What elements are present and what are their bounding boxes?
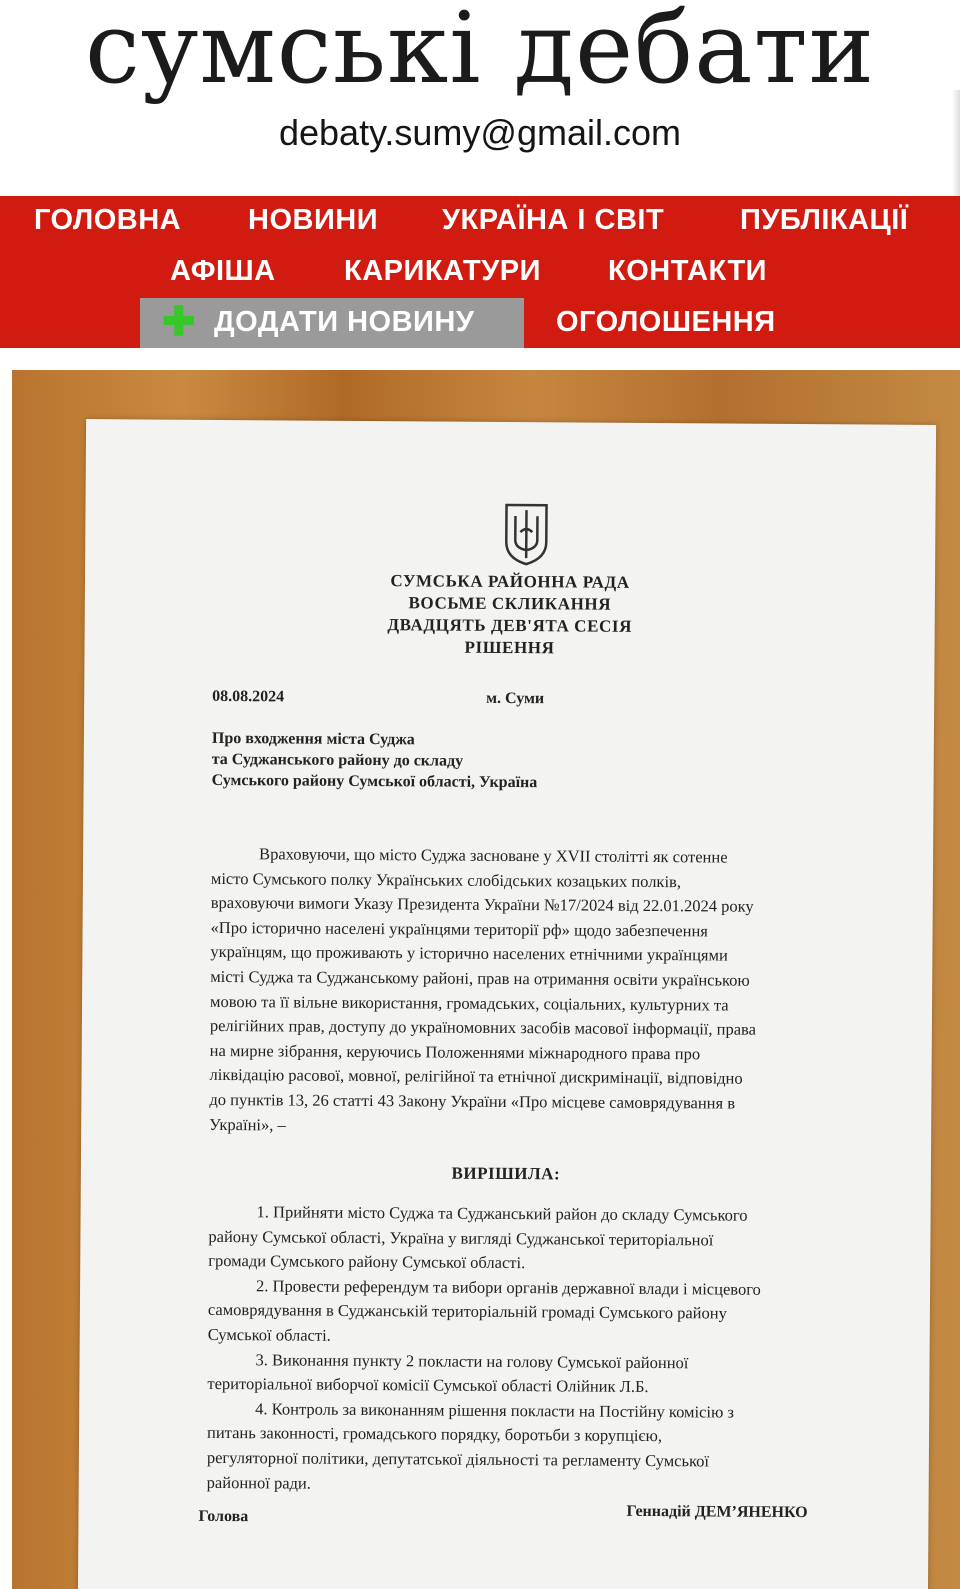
doc-line: мовою та її вільне використання, громадських, соціальних, культурних та — [210, 991, 729, 1015]
doc-line: релігійних прав, доступу до україномовних засобів масової інформації, права — [209, 1016, 757, 1039]
doc-line: «Про історично населені українцями території рф» щодо забезпечення — [210, 917, 708, 941]
add-news-button[interactable] — [140, 298, 524, 348]
document-paper — [78, 419, 936, 1589]
add-news-label: ДОДАТИ НОВИНУ — [214, 306, 475, 338]
doc-line: до пунктів 13, 26 статті 43 Закону України «Про місцеве самоврядування в — [209, 1089, 736, 1113]
doc-line: територіальної виборчої комісії Сумської області Олійник Л.Б. — [207, 1374, 649, 1397]
doc-line: 2. Провести референдум та вибори органів державної влади і місцевого — [256, 1276, 761, 1299]
doc-subject-line: Про входження міста Суджа — [211, 729, 415, 749]
masthead — [0, 0, 960, 196]
doc-line: враховуючи вимоги Указу Президента України №17/2024 від 22.01.2024 року — [210, 893, 754, 916]
nav-item-events[interactable]: АФІША — [170, 255, 276, 287]
doc-signature-role: Голова — [198, 1507, 249, 1526]
doc-header-council: СУМСЬКА РАЙОННА РАДА — [390, 571, 630, 592]
doc-line: Україні», – — [209, 1114, 286, 1134]
doc-signature-name: Геннадій ДЕМ’ЯНЕНКО — [626, 1502, 808, 1522]
nav-item-ukraine-world[interactable]: УКРАЇНА І СВІТ — [442, 204, 665, 236]
doc-line: Сумської області. — [207, 1324, 331, 1345]
doc-header-decision: РІШЕННЯ — [464, 637, 555, 658]
nav-item-caricatures[interactable]: КАРИКАТУРИ — [344, 255, 541, 287]
doc-subject-line: Сумського району Сумської області, Україна — [211, 771, 538, 792]
doc-line: ліквідацію расової, мовної, релігійної та етнічної дискримінації, відповідно — [209, 1065, 743, 1088]
doc-line: районної ради. — [206, 1472, 311, 1493]
doc-preamble — [209, 842, 851, 1142]
nav-item-news[interactable]: НОВИНИ — [248, 204, 379, 236]
doc-line: 3. Виконання пункту 2 покласти на голову Сумської районної — [255, 1349, 689, 1372]
doc-line: самоврядування в Суджанській територіальній громаді Сумського району — [207, 1300, 727, 1323]
spacer — [0, 348, 960, 370]
doc-date: 08.08.2024 — [212, 687, 285, 706]
doc-subject-line: та Суджанського району до складу — [211, 750, 464, 770]
scroll-edge — [952, 90, 960, 200]
doc-subject — [212, 728, 538, 793]
doc-line: місті Суджа та Суджанському районі, прав на отримання освіти українською — [210, 966, 750, 990]
doc-line: 1. Прийняти місто Суджа та Суджанський район до складу Сумського — [256, 1202, 748, 1225]
doc-resolved: ВИРІШИЛА: — [451, 1163, 561, 1184]
trident-crest-icon — [503, 502, 549, 566]
doc-line: регуляторної політики, депутатської діяльності та регламенту Сумської — [206, 1447, 710, 1471]
site-title[interactable]: сумські дебати — [84, 0, 876, 106]
doc-line: 4. Контроль за виконанням рішення покласти на Постійну комісію з — [255, 1399, 735, 1422]
doc-city: м. Суми — [486, 689, 545, 708]
doc-line: місто Сумського полку Українських слобідських козацьких полків, — [210, 868, 682, 891]
doc-line: українцям, що проживають у історично населених етнічними українцями — [210, 942, 728, 965]
doc-line: району Сумської області, Україна у вигляді Суджанської територіальної — [208, 1226, 714, 1250]
nav-item-announcements[interactable]: ОГОЛОШЕННЯ — [556, 306, 776, 338]
site-email[interactable]: debaty.sumy@gmail.com — [278, 112, 681, 153]
doc-header-convocation: ВОСЬМЕ СКЛИКАННЯ — [408, 593, 612, 614]
doc-line: на мирне зібрання, керуючись Положеннями міжнародного права про — [209, 1040, 701, 1064]
plus-icon: ✚ — [162, 300, 197, 344]
nav-item-publications[interactable]: ПУБЛІКАЦІЇ — [740, 204, 909, 236]
doc-points — [207, 1200, 849, 1500]
doc-line: питань законності, громадського порядку, боротьби з корупцією, — [206, 1423, 663, 1446]
document-photo[interactable] — [12, 370, 960, 1589]
doc-line: громади Сумського району Сумської області. — [208, 1251, 526, 1273]
nav-item-home[interactable]: ГОЛОВНА — [34, 204, 182, 236]
doc-header-session: ДВАДЦЯТЬ ДЕВ'ЯТА СЕСІЯ — [387, 615, 633, 636]
doc-line: Враховуючи, що місто Суджа засноване у XVII столітті як сотенне — [259, 844, 728, 867]
nav-item-contacts[interactable]: КОНТАКТИ — [608, 255, 768, 287]
